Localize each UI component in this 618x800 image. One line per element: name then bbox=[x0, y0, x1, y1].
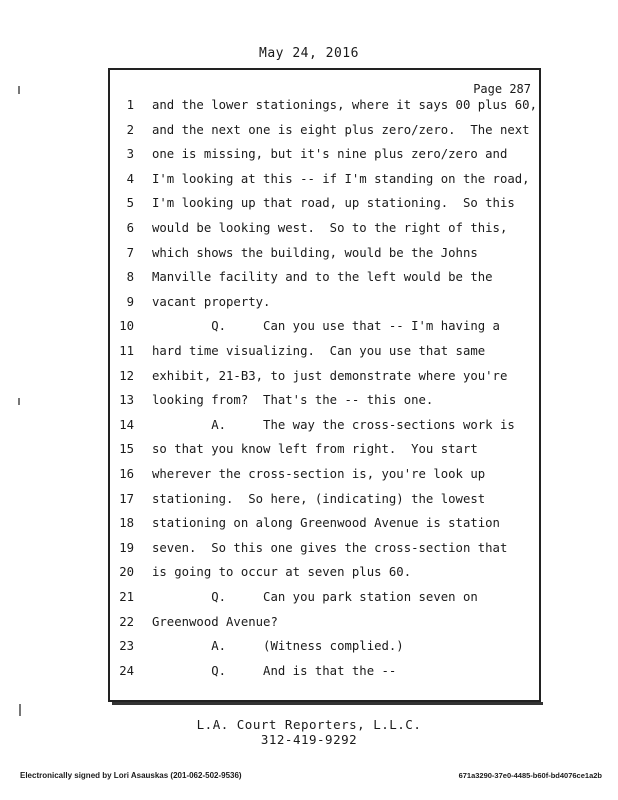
line-text: exhibit, 21-B3, to just demonstrate where you're bbox=[152, 368, 508, 383]
line-text: Q. And is that the -- bbox=[152, 663, 397, 678]
line-number: 17 bbox=[119, 491, 134, 506]
transcript-line bbox=[0, 492, 618, 517]
line-number: 19 bbox=[119, 540, 134, 555]
line-number: 4 bbox=[126, 171, 134, 186]
line-text: A. The way the cross-sections work is bbox=[152, 417, 515, 432]
transcript-line bbox=[0, 246, 618, 271]
line-text: I'm looking up that road, up stationing. So this bbox=[152, 196, 515, 211]
line-number: 24 bbox=[119, 663, 134, 678]
transcript-line bbox=[0, 319, 618, 344]
scan-mark bbox=[19, 704, 21, 716]
line-number: 7 bbox=[126, 245, 134, 260]
transcript-line bbox=[0, 147, 618, 172]
line-text: A. (Witness complied.) bbox=[152, 639, 404, 654]
transcript-line bbox=[0, 123, 618, 148]
line-number: 14 bbox=[119, 417, 134, 432]
transcript-line bbox=[0, 664, 618, 689]
transcript-line bbox=[0, 172, 618, 197]
transcript-line bbox=[0, 196, 618, 221]
scan-mark bbox=[18, 86, 20, 94]
line-text: hard time visualizing. Can you use that same bbox=[152, 344, 486, 358]
line-number: 6 bbox=[126, 221, 134, 235]
transcript-line bbox=[0, 393, 618, 418]
line-number: 8 bbox=[126, 270, 134, 285]
reporter-firm: L.A. Court Reporters, L.L.C. bbox=[196, 717, 422, 732]
transcript-line bbox=[0, 221, 618, 246]
transcript-line bbox=[0, 98, 618, 123]
document-id: 671a3290-37e0-4485-b60f-bd4076ce1a2b bbox=[458, 771, 602, 780]
line-text: Q. Can you park station seven on bbox=[152, 590, 478, 604]
line-number: 3 bbox=[126, 147, 134, 162]
transcript-line bbox=[0, 541, 618, 566]
line-number: 2 bbox=[126, 122, 134, 137]
line-number: 18 bbox=[119, 516, 134, 531]
transcript-date: May 24, 2016 bbox=[259, 46, 359, 61]
line-text: Greenwood Avenue? bbox=[152, 614, 278, 629]
transcript-line bbox=[0, 590, 618, 615]
line-number: 23 bbox=[119, 639, 134, 654]
line-number: 13 bbox=[119, 393, 134, 408]
line-text: and the lower stationings, where it says 00 plus 60, bbox=[152, 98, 537, 112]
transcript-line bbox=[0, 516, 618, 541]
line-text: so that you know left from right. You start bbox=[152, 442, 478, 457]
scan-mark bbox=[18, 398, 20, 405]
page-frame-shadow bbox=[112, 702, 543, 705]
transcript-line bbox=[0, 418, 618, 443]
page-number: Page 287 bbox=[473, 82, 531, 96]
transcript-line bbox=[0, 442, 618, 467]
line-text: and the next one is eight plus zero/zero. The next bbox=[152, 122, 530, 137]
line-number: 5 bbox=[126, 196, 134, 211]
line-number: 16 bbox=[119, 467, 134, 481]
line-text: is going to occur at seven plus 60. bbox=[152, 565, 412, 580]
transcript-line bbox=[0, 344, 618, 369]
line-text: vacant property. bbox=[152, 294, 271, 309]
line-number: 20 bbox=[119, 565, 134, 580]
line-text: would be looking west. So to the right of this, bbox=[152, 221, 508, 235]
transcript-line bbox=[0, 615, 618, 640]
transcript-line bbox=[0, 270, 618, 295]
line-text: stationing. So here, (indicating) the lowest bbox=[152, 491, 486, 506]
line-number: 12 bbox=[119, 368, 134, 383]
line-text: looking from? That's the -- this one. bbox=[152, 393, 434, 408]
reporter-phone: 312-419-9292 bbox=[260, 732, 358, 747]
line-text: seven. So this one gives the cross-section that bbox=[152, 540, 508, 555]
line-number: 10 bbox=[119, 319, 134, 334]
transcript-line bbox=[0, 467, 618, 492]
line-text: Manville facility and to the left would be the bbox=[152, 270, 493, 285]
transcript-line bbox=[0, 565, 618, 590]
line-text: wherever the cross-section is, you're look up bbox=[152, 467, 486, 481]
line-number: 15 bbox=[119, 442, 134, 457]
transcript-line bbox=[0, 369, 618, 394]
line-number: 21 bbox=[119, 590, 134, 604]
transcript-line bbox=[0, 639, 618, 664]
line-text: which shows the building, would be the Johns bbox=[152, 245, 478, 260]
line-text: Q. Can you use that -- I'm having a bbox=[152, 319, 500, 334]
line-text: one is missing, but it's nine plus zero/zero and bbox=[152, 147, 508, 162]
transcript-line bbox=[0, 295, 618, 320]
line-number: 9 bbox=[126, 294, 134, 309]
electronic-signature: Electronically signed by Lori Asauskas (201-062-502-9536) bbox=[20, 771, 242, 780]
line-text: I'm looking at this -- if I'm standing on the road, bbox=[152, 171, 530, 186]
line-number: 22 bbox=[119, 614, 134, 629]
line-number: 1 bbox=[126, 98, 134, 112]
line-number: 11 bbox=[119, 344, 134, 358]
line-text: stationing on along Greenwood Avenue is station bbox=[152, 516, 500, 531]
